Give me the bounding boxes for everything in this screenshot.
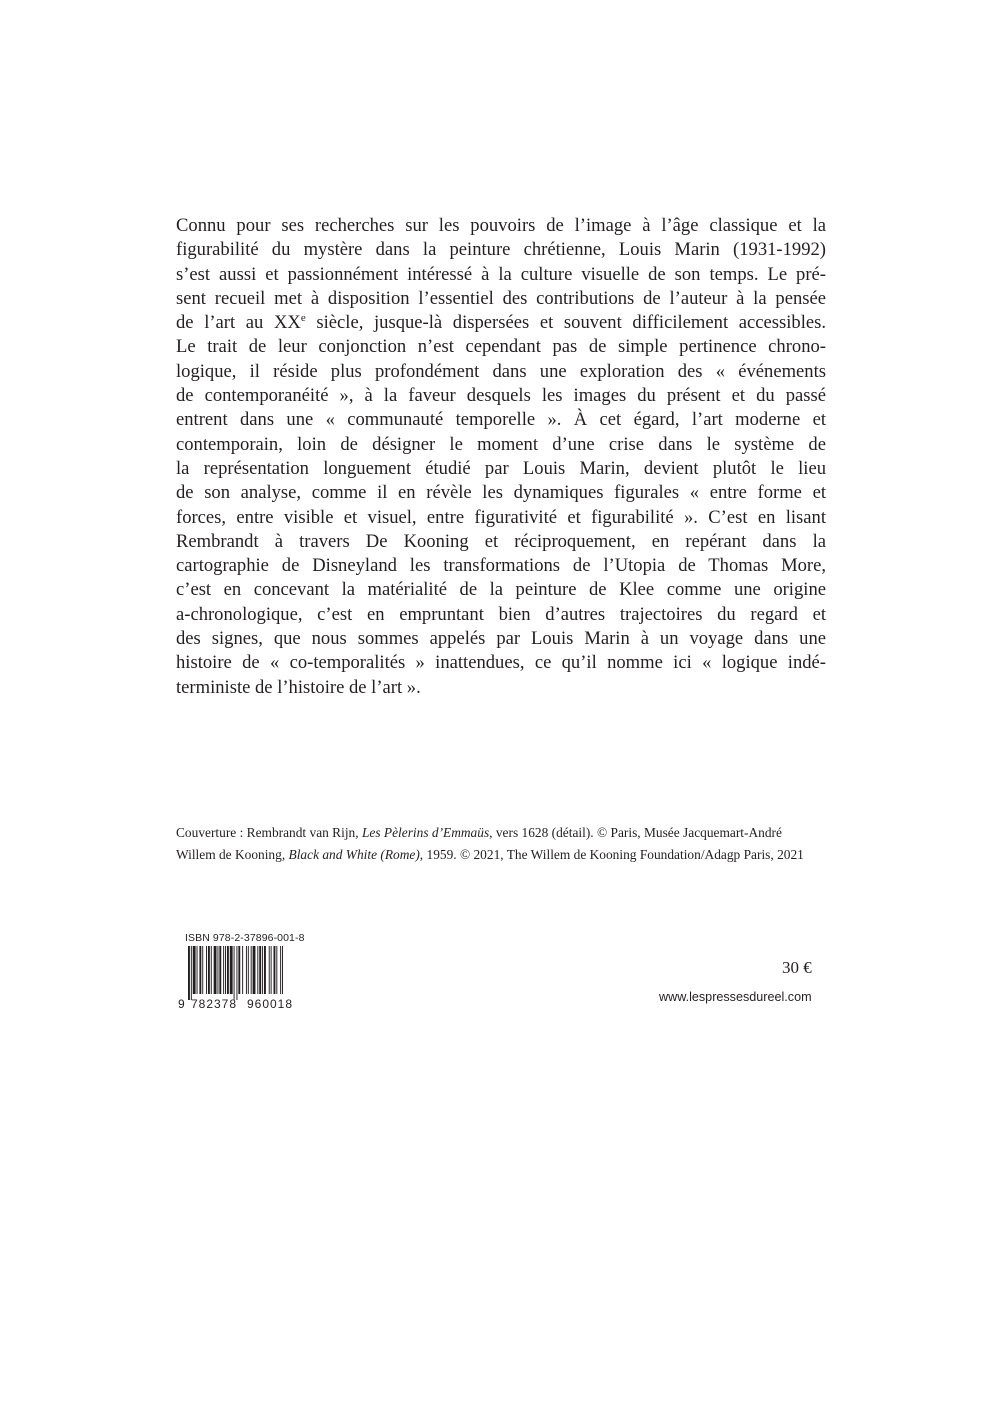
publisher-website: www.lespressesdureel.com: [659, 990, 812, 1004]
barcode-bar: [269, 946, 270, 994]
barcode-bar: [208, 946, 210, 994]
credit-line-1: Couverture : Rembrandt van Rijn, Les Pèlerins d’Emmaüs, vers 1628 (détail). © Paris, Musée Jacquemart-André: [176, 825, 782, 840]
barcode-bar: [280, 946, 281, 994]
barcode-digit-first: 9: [178, 997, 185, 1010]
barcode-bar: [274, 946, 276, 994]
barcode-bar: [248, 946, 249, 994]
blurb-line: s’est aussi et passionnément intéressé à la culture visuelle de son temps. Le pré-: [176, 263, 826, 285]
barcode-bar: [211, 946, 212, 994]
blurb-line: histoire de « co-temporalités » inattendues, ce qu’il nomme ici « logique indé-: [176, 652, 826, 674]
blurb-line: contemporain, loin de désigner le moment d’une crise dans le système de: [176, 433, 826, 455]
blurb-line: de l’art au XXe siècle, jusque-là dispersées et souvent difficilement accessibles.: [176, 312, 826, 334]
barcode-bar: [197, 946, 198, 994]
isbn-label: ISBN 978-2-37896-001-8: [185, 932, 305, 944]
barcode-bar: [246, 946, 247, 994]
barcode-bar: [271, 946, 272, 994]
blurb-line: entrent dans une « communauté temporelle ». À cet égard, l’art moderne et: [176, 409, 826, 431]
barcode-bar: [227, 946, 229, 994]
blurb-line: forces, entre visible et visuel, entre figurativité et figurabilité ». C’est en lisant: [176, 506, 826, 528]
barcode-bar: [223, 946, 224, 994]
barcode-bar: [234, 946, 235, 1000]
blurb-line: Connu pour ses recherches sur les pouvoirs de l’image à l’âge classique et la: [176, 215, 826, 236]
barcode-bar: [202, 946, 203, 994]
barcode-bar: [193, 946, 196, 994]
blurb-line: des signes, que nous sommes appelés par Louis Marin à un voyage dans une: [176, 628, 826, 650]
blurb-line: de contemporanéité », à la faveur desquels les images du présent et du passé: [176, 385, 826, 407]
blurb-line: a-chronologique, c’est en empruntant bien d’autres trajectoires du regard et: [176, 603, 826, 625]
barcode-bar: [259, 946, 261, 994]
price: 30 €: [782, 958, 812, 977]
blurb-line: de son analyse, comme il en révèle les dynamiques figurales « entre forme et: [176, 482, 826, 504]
credit-title-2: Black and White (Rome): [288, 847, 420, 862]
back-cover-blurb: [176, 214, 826, 700]
credit-line-2: Willem de Kooning, Black and White (Rome), 1959. © 2021, The Willem de Kooning Foundation/Adagp Paris, 2021: [176, 847, 804, 862]
barcode-bar: [282, 946, 283, 994]
barcode-bar: [214, 946, 217, 994]
blurb-line: Le trait de leur conjonction n’est cependant pas de simple pertinence chrono-: [176, 336, 826, 358]
blurb-line: Rembrandt à travers De Kooning et réciproquement, en repérant dans la: [176, 530, 826, 552]
barcode-bar: [238, 946, 240, 994]
blurb-line: c’est en concevant la matérialité de la peinture de Klee comme une origine: [176, 579, 826, 601]
barcode-bar: [199, 946, 201, 994]
barcode-bar: [251, 946, 252, 994]
blurb-line: figurabilité du mystère dans la peinture chrétienne, Louis Marin (1931-1992): [176, 239, 826, 261]
barcode-bar: [264, 946, 266, 994]
blurb-line: la représentation longuement étudié par Louis Marin, devient plutôt le lieu: [176, 457, 826, 479]
barcode-bar: [257, 946, 258, 994]
barcode-digits-right: 960018: [246, 997, 294, 1010]
barcode-bar: [230, 946, 233, 994]
barcode-bar: [236, 946, 237, 1000]
barcode-bar: [219, 946, 221, 994]
blurb-line: logique, il réside plus profondément dans une exploration des « événements: [176, 360, 826, 382]
barcode-bar: [242, 946, 243, 994]
barcode-bar: [191, 946, 192, 1000]
blurb-line: cartographie de Disneyland les transformations de l’Utopia de Thomas More,: [176, 555, 826, 577]
blurb-line: terministe de l’histoire de l’art ».: [176, 676, 421, 698]
isbn-barcode: [174, 946, 308, 1010]
credit-title-1: Les Pèlerins d’Emmaüs: [361, 825, 490, 840]
barcode-bar: [225, 946, 226, 994]
cover-credits: [176, 822, 856, 866]
blurb-line: sent recueil met à disposition l’essentiel des contributions de l’auteur à la pensée: [176, 287, 826, 309]
barcode-bar: [276, 946, 277, 994]
barcode-bar: [206, 946, 207, 994]
barcode-bar: [253, 946, 256, 994]
barcode-bar: [217, 946, 218, 994]
barcode-digits-left: 782378: [190, 997, 238, 1010]
barcode-bar: [188, 946, 190, 1000]
barcode-bar: [262, 946, 263, 994]
